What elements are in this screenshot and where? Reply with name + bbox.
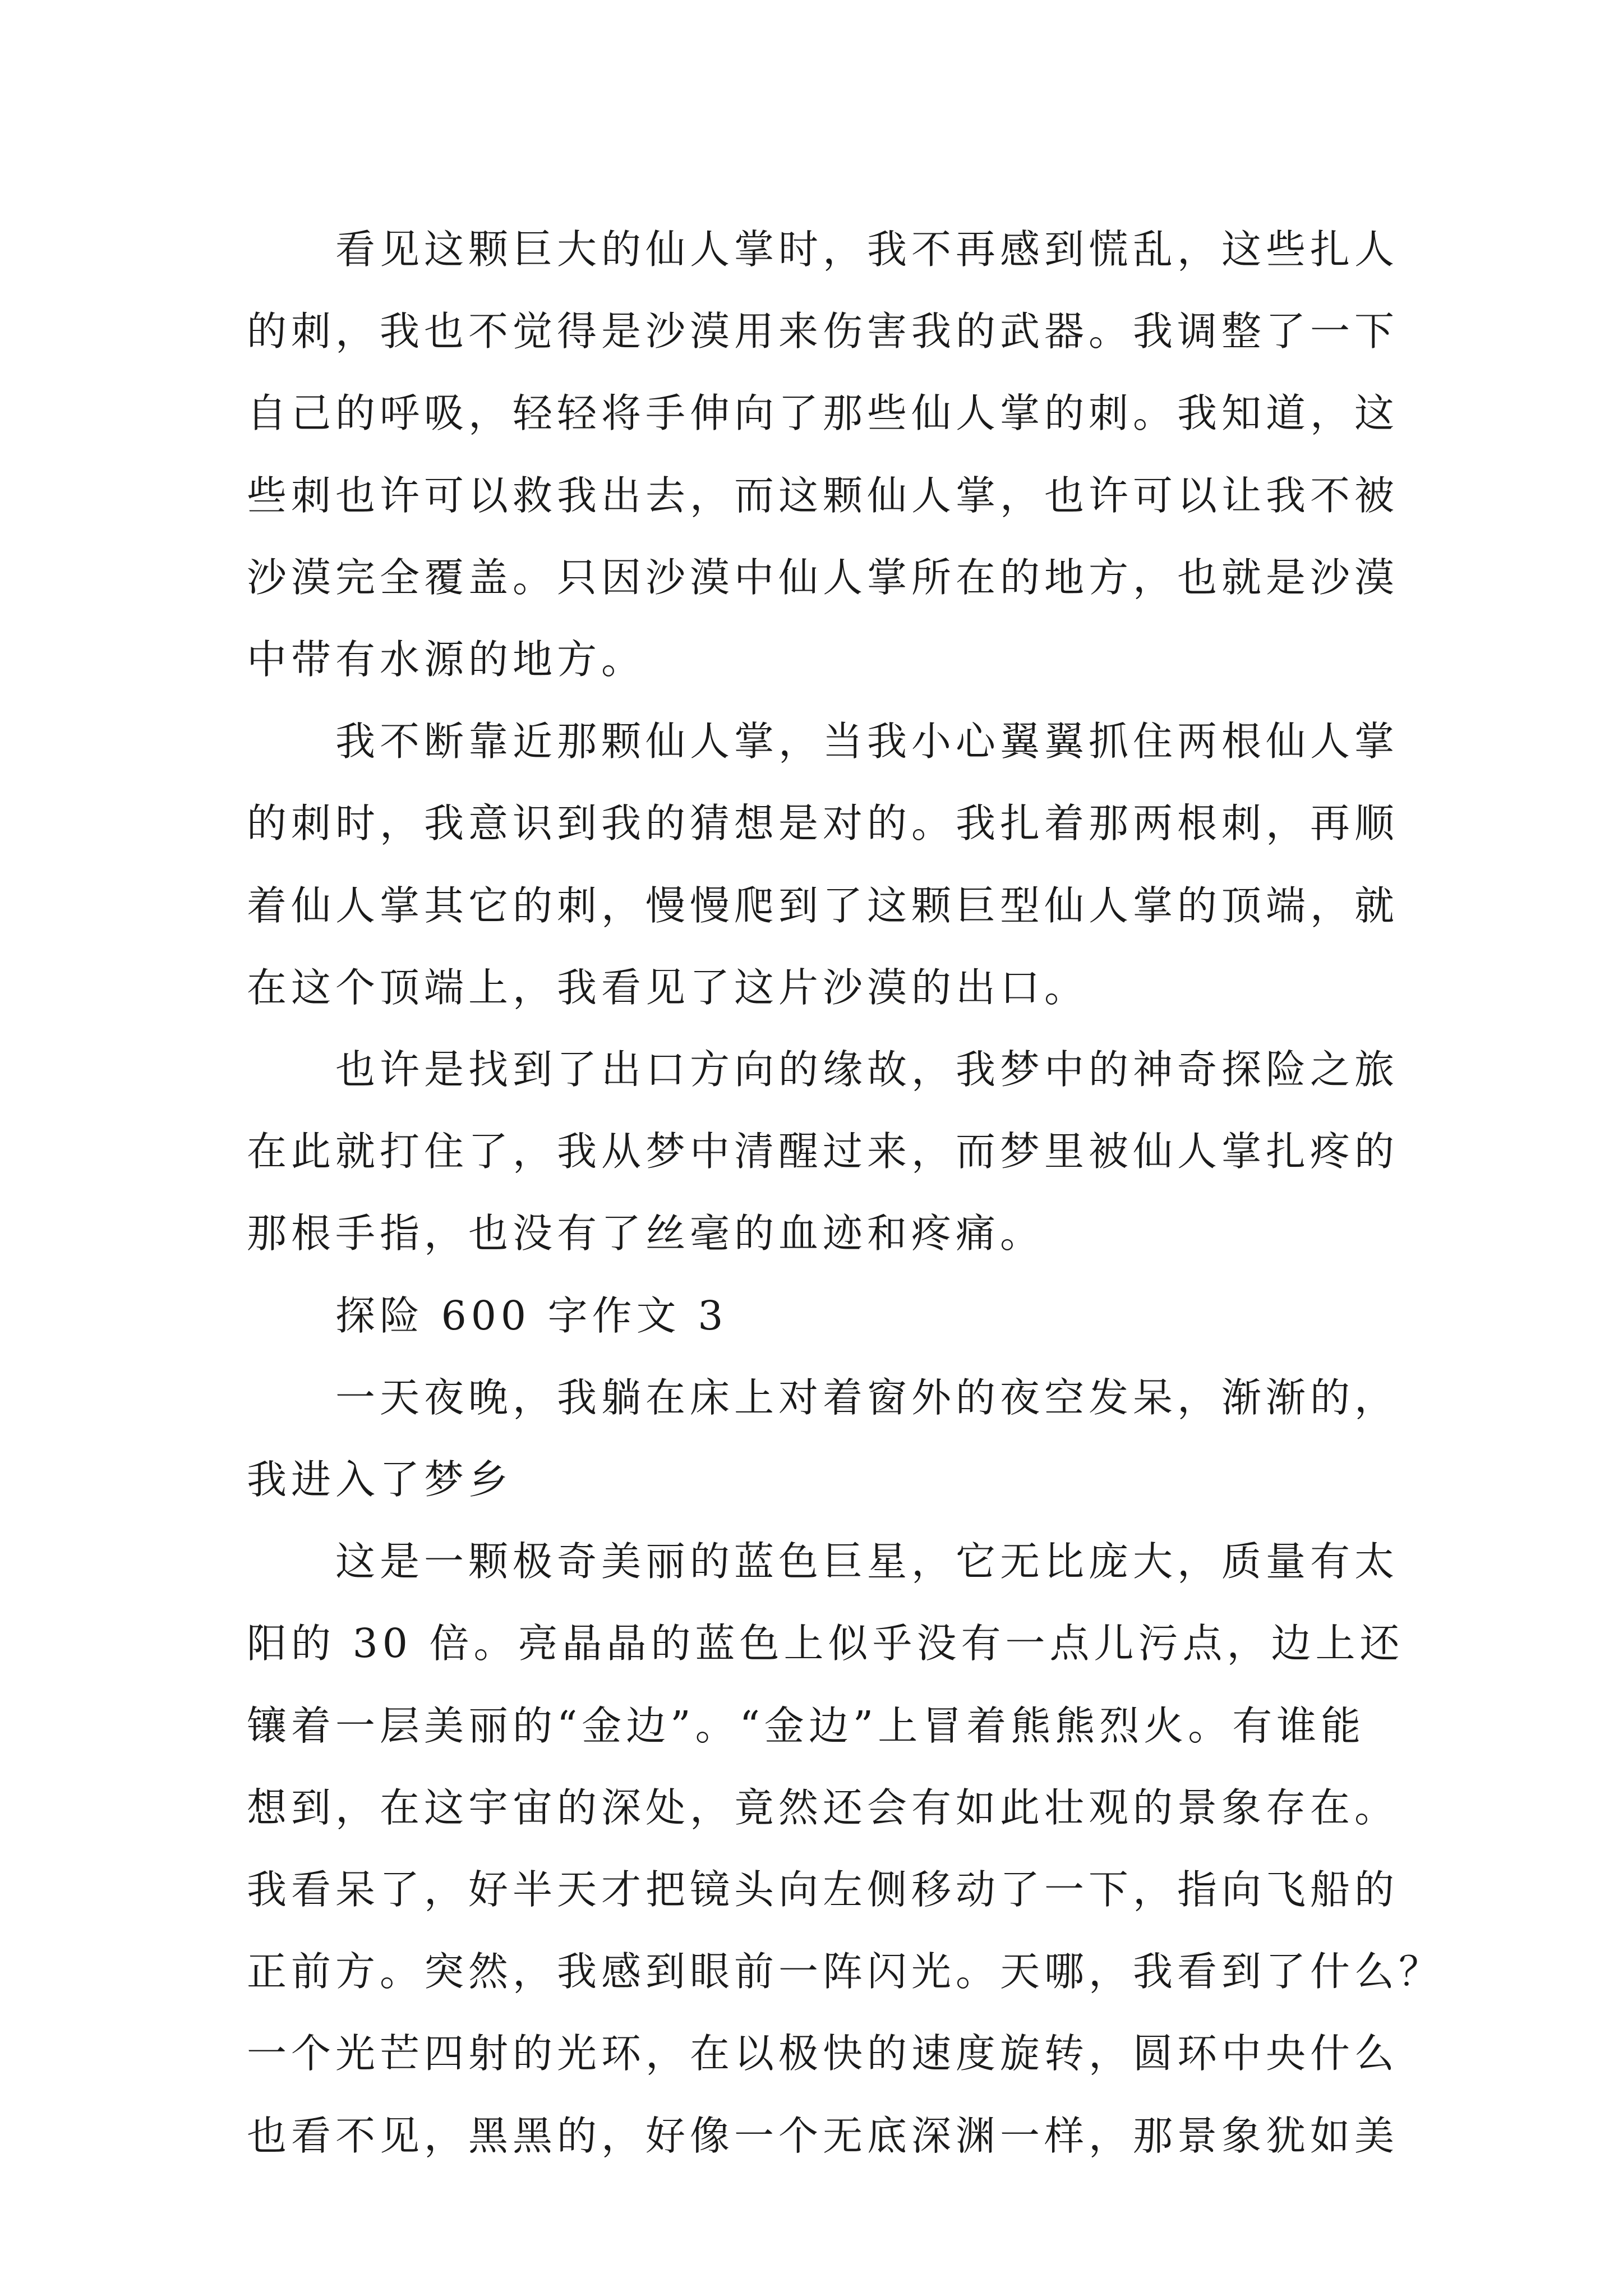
section-heading: 探险 600 字作文 3 (335, 1292, 728, 1339)
text-line: 一个光芒四射的光环，在以极快的速度旋转，圆环中央什么 (247, 2030, 1399, 2077)
text-line: 这是一颗极奇美丽的蓝色巨星，它无比庞大，质量有太 (335, 1538, 1399, 1585)
text-line: 着仙人掌其它的刺，慢慢爬到了这颗巨型仙人掌的顶端，就 (247, 882, 1399, 929)
text-line: 的刺时，我意识到我的猜想是对的。我扎着那两根刺，再顺 (247, 800, 1399, 847)
text-line: 也许是找到了出口方向的缘故，我梦中的神奇探险之旅 (335, 1046, 1399, 1093)
text-line: 在这个顶端上，我看见了这片沙漠的出口。 (247, 964, 1089, 1011)
text-line: 在此就打住了，我从梦中清醒过来，而梦里被仙人掌扎疼的 (247, 1128, 1399, 1175)
body-text (247, 209, 1444, 2177)
text-line: 自己的呼吸，轻轻将手伸向了那些仙人掌的刺。我知道，这 (247, 390, 1399, 437)
text-line: 阳的 30 倍。亮晶晶的蓝色上似乎没有一点儿污点，边上还 (247, 1620, 1404, 1667)
text-line: 我不断靠近那颗仙人掌，当我小心翼翼抓住两根仙人掌 (335, 718, 1399, 765)
text-line: 看见这颗巨大的仙人掌时，我不再感到慌乱，这些扎人 (335, 226, 1399, 273)
text-line: 一天夜晚，我躺在床上对着窗外的夜空发呆，渐渐的， (335, 1374, 1399, 1421)
text-line: 我看呆了，好半天才把镜头向左侧移动了一下，指向飞船的 (247, 1866, 1399, 1913)
text-line: 也看不见，黑黑的，好像一个无底深渊一样，那景象犹如美 (247, 2112, 1399, 2159)
text-line: 沙漠完全覆盖。只因沙漠中仙人掌所在的地方，也就是沙漠 (247, 554, 1399, 601)
text-line: 那根手指，也没有了丝毫的血迹和疼痛。 (247, 1210, 1045, 1257)
text-line: 镶着一层美丽的“金边”。“金边”上冒着熊熊烈火。有谁能 (247, 1702, 1366, 1749)
text-line: 我进入了梦乡 (247, 1456, 513, 1503)
text-line: 中带有水源的地方。 (247, 636, 646, 683)
text-line: 的刺，我也不觉得是沙漠用来伤害我的武器。我调整了一下 (247, 308, 1399, 355)
text-line: 正前方。突然，我感到眼前一阵闪光。天哪，我看到了什么？ (247, 1948, 1444, 1995)
text-line: 想到，在这宇宙的深处，竟然还会有如此壮观的景象存在。 (247, 1784, 1399, 1831)
text-line: 些刺也许可以救我出去，而这颗仙人掌，也许可以让我不被 (247, 472, 1399, 519)
